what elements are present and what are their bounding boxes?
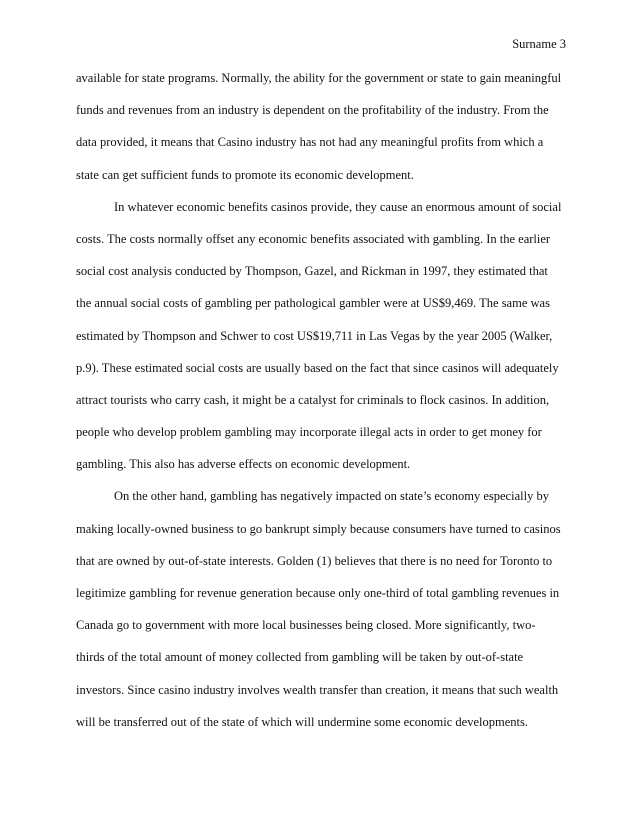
paragraph-line: funds and revenues from an industry is dependent on the profitability of the industry. From the: [76, 103, 549, 118]
paragraph-line: state can get sufficient funds to promote its economic development.: [76, 167, 414, 182]
paragraph-line: Canada go to government with more local businesses being closed. More significantly, two-: [76, 618, 536, 633]
paragraph-line: available for state programs. Normally, the ability for the government or state to gain meaningful: [76, 71, 562, 85]
paragraph-line: data provided, it means that Casino industry has not had any meaningful profits from which a: [76, 135, 544, 150]
paragraph-line: investors. Since casino industry involves wealth transfer than creation, it means that such wealth: [76, 682, 559, 697]
paragraph-2: [76, 199, 568, 489]
paragraph-3: [76, 488, 568, 746]
paragraph-line: gambling. This also has adverse effects on economic development.: [76, 457, 411, 472]
running-head: Surname 3: [512, 37, 566, 51]
paragraph-line: making locally-owned business to go bankrupt simply because consumers have turned to casinos: [76, 521, 561, 536]
paragraph-line: the annual social costs of gambling per pathological gambler were at US$9,469. The same was: [76, 296, 550, 311]
paragraph-line: legitimize gambling for revenue generation because only one-third of total gambling revenues in: [76, 586, 560, 600]
paragraph-line: thirds of the total amount of money collected from gambling will be taken by out-of-state: [76, 650, 524, 665]
paragraph-1: [76, 70, 568, 199]
paragraph-line: p.9). These estimated social costs are usually based on the fact that since casinos will adequately: [76, 360, 559, 375]
paragraph-line: costs. The costs normally offset any economic benefits associated with gambling. In the earlier: [76, 231, 551, 246]
paragraph-line: estimated by Thompson and Schwer to cost US$19,711 in Las Vegas by the year 2005 (Walker,: [76, 328, 553, 343]
body-text: [76, 70, 568, 746]
paragraph-line: will be transferred out of the state of which will undermine some economic developments.: [76, 714, 528, 729]
paragraph-line: social cost analysis conducted by Thompson, Gazel, and Rickman in 1997, they estimated that: [76, 264, 548, 279]
paragraph-line: On the other hand, gambling has negatively impacted on state’s economy especially by: [114, 489, 549, 504]
paragraph-line: attract tourists who carry cash, it might be a catalyst for criminals to flock casinos. In addition,: [76, 392, 550, 407]
paragraph-line: that are owned by out-of-state interests. Golden (1) believes that there is no need for Toronto to: [76, 553, 553, 568]
paragraph-line: In whatever economic benefits casinos provide, they cause an enormous amount of social: [114, 199, 562, 214]
paragraph-line: people who develop problem gambling may incorporate illegal acts in order to get money for: [76, 425, 542, 440]
